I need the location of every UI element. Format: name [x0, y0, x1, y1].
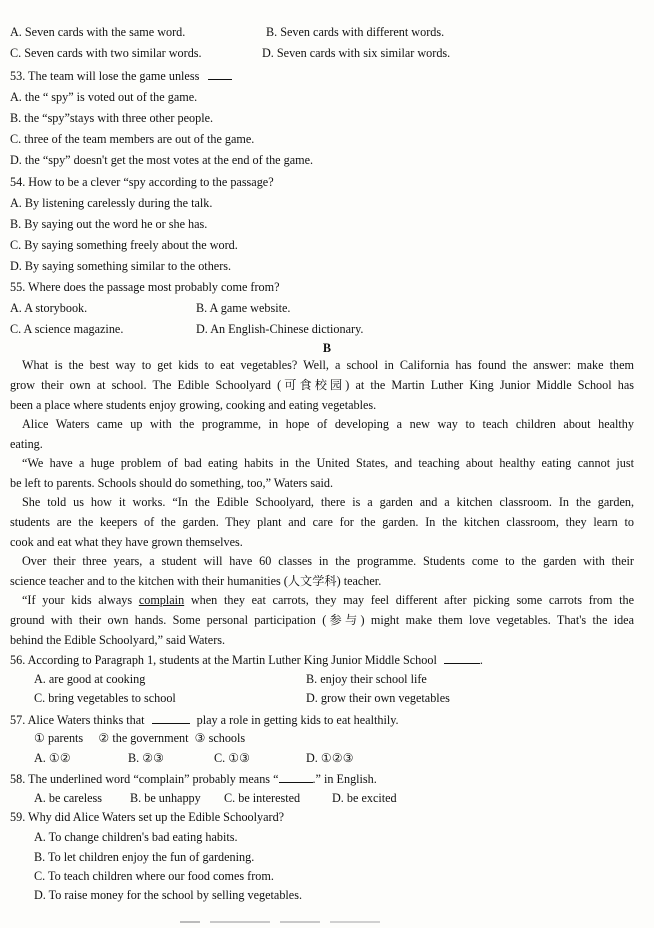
q56-stem-text: 56. According to Paragraph 1, students at the Martin Luther King Junior Middle School — [10, 653, 437, 667]
q59-option-b: B. To let children enjoy the fun of gardening. — [34, 850, 255, 864]
q59-option-c: C. To teach children where our food comes from. — [34, 869, 274, 883]
p6-text-end: when they eat carrots, they may feel different after picking some carrots from the — [184, 593, 634, 607]
q59-option-d: D. To raise money for the school by selling vegetables. — [34, 888, 302, 902]
q55-option-c: C. A science magazine. — [10, 322, 124, 336]
q53-option-c: C. three of the team members are out of the game. — [10, 132, 255, 146]
q54-stem: 54. How to be a clever “spy according to the passage? — [10, 175, 274, 189]
answer-blank — [444, 652, 480, 664]
passage-p5-line2: science teacher and to the kitchen with their humanities (人文学科) teacher. — [10, 574, 382, 588]
q55-option-d: D. An English-Chinese dictionary. — [196, 322, 364, 336]
passage-p2-line2: eating. — [10, 437, 43, 451]
q57-option-a: A. ①② — [34, 751, 71, 765]
q52-option-c: C. Seven cards with two similar words. — [10, 46, 202, 60]
q58-option-a: A. be careless — [34, 791, 103, 805]
q59-option-a: A. To change children's bad eating habits. — [34, 830, 238, 844]
page-footer-smudge — [180, 918, 460, 926]
q55-option-b: B. A game website. — [196, 301, 291, 315]
q57-option-d: D. ①②③ — [306, 751, 354, 765]
q57-stem — [10, 712, 399, 728]
q54-option-c: C. By saying something freely about the word. — [10, 238, 238, 252]
passage-p5-line1: Over their three years, a student will have 60 classes in the programme. Students come to the garden with their — [22, 554, 634, 568]
passage-p3-line1: “We have a huge problem of bad eating habits in the United States, and teaching about healthy eating cannot just — [22, 456, 634, 470]
underlined-word-complain: complain — [138, 593, 185, 607]
q52-option-a: A. Seven cards with the same word. — [10, 25, 186, 39]
q56-option-b: B. enjoy their school life — [306, 672, 427, 686]
q57-stem-start: 57. Alice Waters thinks that — [10, 713, 145, 727]
q57-stem-end: play a role in getting kids to eat healthily. — [196, 713, 399, 727]
q58-stem-end: .” in English. — [312, 772, 377, 786]
q57-option-b: B. ②③ — [128, 751, 165, 765]
q55-stem: 55. Where does the passage most probably come from? — [10, 280, 280, 294]
passage-p1-line1: What is the best way to get kids to eat vegetables? Well, a school in California has found the answer: make them — [22, 358, 634, 372]
q54-option-d: D. By saying something similar to the others. — [10, 259, 232, 273]
q54-option-b: B. By saying out the word he or she has. — [10, 217, 208, 231]
q56-period: . — [479, 653, 483, 667]
q57-option-c: C. ①③ — [214, 751, 251, 765]
passage-p6-line3: behind the Edible Schoolyard,” said Waters. — [10, 633, 226, 647]
q53-stem-text: 53. The team will lose the game unless — [10, 69, 200, 83]
answer-blank — [152, 712, 190, 724]
answer-blank — [279, 771, 313, 783]
q53-option-b: B. the “spy”stays with three other people. — [10, 111, 214, 125]
passage-p6-line2: ground with their own hands. Some personal participation (参与) might make them love vegetables. That's the idea — [10, 613, 634, 627]
q56-option-d: D. grow their own vegetables — [306, 691, 450, 705]
passage-p1-line2: grow their own at school. The Edible Schoolyard (可食校园) at the Martin Luther King Junior Middle School has — [10, 378, 634, 392]
passage-p6-line1 — [22, 593, 634, 608]
q56-stem — [10, 652, 483, 668]
passage-p1-line3: been a place where students enjoy growing, cooking and eating vegetables. — [10, 398, 377, 412]
q58-option-d: D. be excited — [332, 791, 397, 805]
answer-blank — [208, 68, 232, 80]
q53-stem — [10, 68, 232, 84]
passage-p4-line1: She told us how it works. “In the Edible Schoolyard, there is a garden and a kitchen classroom. In the garden, — [22, 495, 634, 509]
q53-option-d: D. the “spy” doesn't get the most votes at the end of the game. — [10, 153, 314, 167]
q52-option-d: D. Seven cards with six similar words. — [262, 46, 451, 60]
q56-option-c: C. bring vegetables to school — [34, 691, 176, 705]
q54-option-a: A. By listening carelessly during the talk. — [10, 196, 213, 210]
q58-stem — [10, 771, 377, 787]
q52-option-b: B. Seven cards with different words. — [266, 25, 445, 39]
q58-option-c: C. be interested — [224, 791, 301, 805]
footer-mark-graphic — [180, 918, 460, 926]
q59-stem: 59. Why did Alice Waters set up the Edible Schoolyard? — [10, 810, 285, 824]
q58-stem-start: 58. The underlined word “complain” probably means “ — [10, 772, 279, 786]
passage-p2-line1: Alice Waters came up with the programme, in hope of developing a new way to teach children about healthy — [22, 417, 634, 431]
q55-option-a: A. A storybook. — [10, 301, 88, 315]
q53-option-a: A. the “ spy” is voted out of the game. — [10, 90, 198, 104]
section-label: B — [322, 341, 332, 355]
q57-items: ① parents ② the government ③ schools — [34, 731, 246, 745]
q56-option-a: A. are good at cooking — [34, 672, 146, 686]
p6-text-start: “If your kids always — [22, 593, 139, 607]
q58-option-b: B. be unhappy — [130, 791, 201, 805]
passage-p3-line2: be left to parents. Schools should do something, too,” Waters said. — [10, 476, 334, 490]
passage-p4-line2: students are the keepers of the garden. They plant and care for the garden. In the kitchen classroom, they learn to — [10, 515, 634, 529]
passage-p4-line3: cook and eat what they have grown themselves. — [10, 535, 243, 549]
